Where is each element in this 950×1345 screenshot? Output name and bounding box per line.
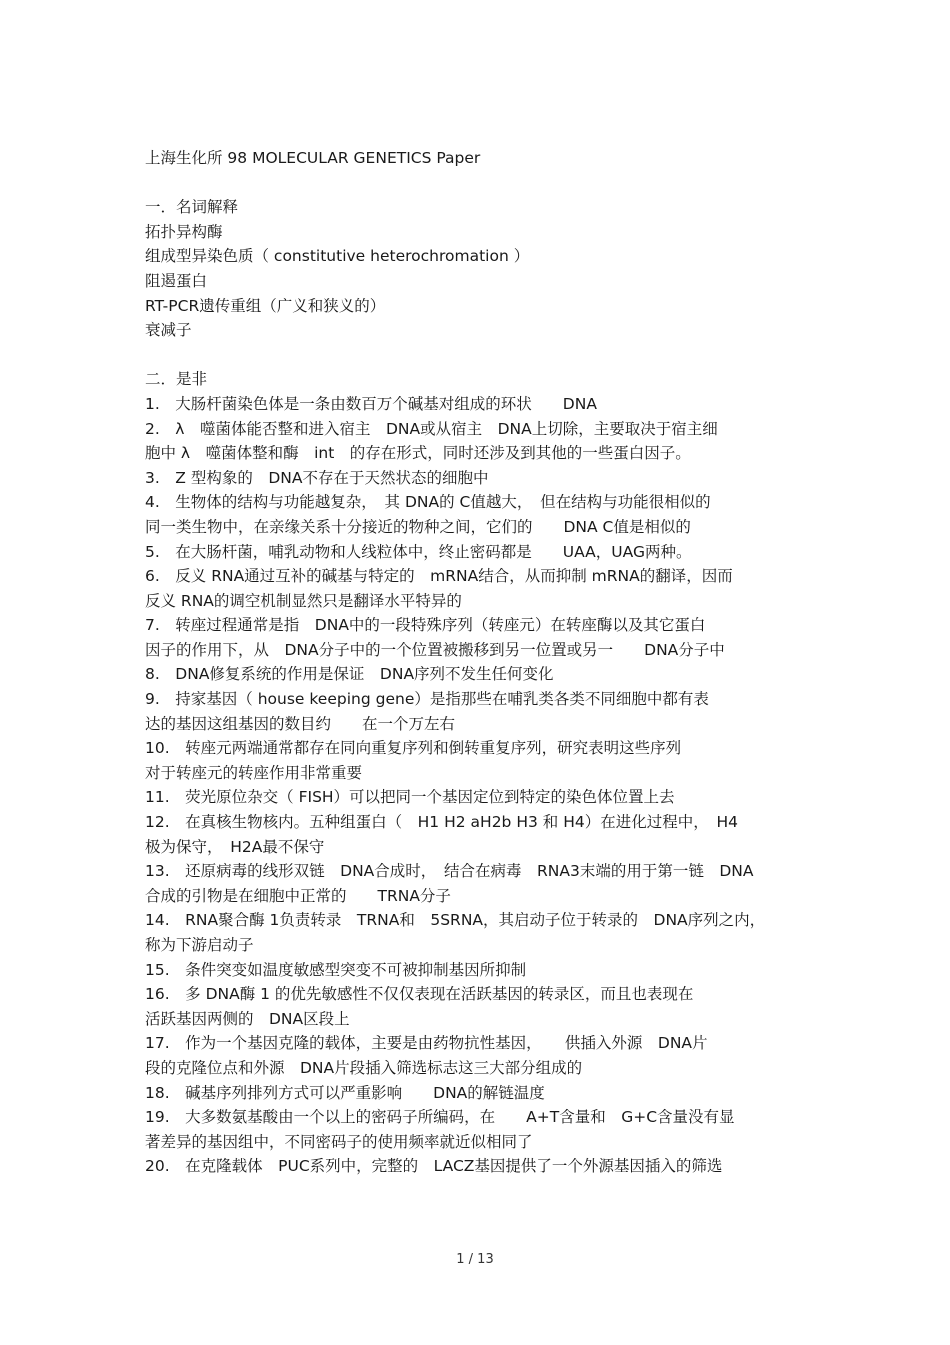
question-line: 8. DNA修复系统的作用是保证 DNA序列不发生任何变化: [145, 665, 554, 684]
document-body: [145, 146, 825, 1179]
section-heading-true-false: 二．是非: [145, 370, 208, 389]
section-heading-definitions: 一．名词解释: [145, 198, 239, 217]
question-line: 18. 碱基序列排列方式可以严重影响 DNA的解链温度: [145, 1083, 545, 1102]
term-item: RT-PCR遗传重组（广义和狭义的）: [145, 296, 386, 315]
question-line: 对于转座元的转座作用非常重要: [145, 763, 363, 782]
question-line: 反义 RNA的调空机制显然只是翻译水平特异的: [145, 591, 462, 610]
question-line: 1. 大肠杆菌染色体是一条由数百万个碱基对组成的环状 DNA: [145, 394, 597, 413]
document-title: 上海生化所 98 MOLECULAR GENETICS Paper: [145, 149, 481, 167]
term-item: 组成型异染色质（ constitutive heterochromation ）: [145, 247, 530, 266]
question-line: 19. 大多数氨基酸由一个以上的密码子所编码，在 A+T含量和 G+C含量没有显: [145, 1108, 735, 1127]
question-line: 同一类生物中，在亲缘关系十分接近的物种之间，它们的 DNA C值是相似的: [145, 517, 691, 536]
question-line: 7. 转座过程通常是指 DNA中的一段特殊序列（转座元）在转座酶以及其它蛋白: [145, 616, 706, 635]
question-line: 16. 多 DNA酶 1 的优先敏感性不仅仅表现在活跃基因的转录区，而且也表现在: [145, 985, 694, 1004]
term-item: 阻遏蛋白: [145, 271, 208, 290]
term-item: 拓扑异构酶: [145, 222, 223, 241]
term-item: 衰减子: [145, 321, 192, 340]
page-number: 1 / 13: [456, 1252, 494, 1267]
question-line: 6. 反义 RNA通过互补的碱基与特定的 mRNA结合，从而抑制 mRNA的翻译，因而: [145, 567, 733, 586]
question-line: 10. 转座元两端通常都存在同向重复序列和倒转重复序列，研究表明这些序列: [145, 739, 682, 758]
question-line: 11. 荧光原位杂交（ FISH）可以把同一个基因定位到特定的染色体位置上去: [145, 788, 675, 807]
question-line: 4. 生物体的结构与功能越复杂， 其 DNA的 C值越大， 但在结构与功能很相似的: [145, 493, 711, 512]
question-line: 14. RNA聚合酶 1负责转录 TRNA和 5SRNA，其启动子位于转录的 DNA序列之内，: [145, 911, 766, 930]
question-line: 12. 在真核生物核内。五种组蛋白（ H1 H2 aH2b H3 和 H4）在进化过程中， H4: [145, 813, 738, 832]
spacer: [145, 343, 825, 368]
question-line: 著差异的基因组中，不同密码子的使用频率就近似相同了: [145, 1132, 533, 1151]
question-line: 2. λ 噬菌体能否整和进入宿主 DNA或从宿主 DNA上切除，主要取决于宿主细: [145, 419, 718, 438]
question-line: 称为下游启动子: [145, 936, 254, 954]
question-line: 达的基因这组基因的数目约 在一个万左右: [145, 714, 456, 733]
question-line: 17. 作为一个基因克隆的载体，主要是由药物抗性基因， 供插入外源 DNA片: [145, 1034, 708, 1053]
question-line: 活跃基因两侧的 DNA区段上: [145, 1009, 350, 1028]
question-line: 3. Z 型构象的 DNA不存在于天然状态的细胞中: [145, 468, 489, 487]
question-line: 15. 条件突变如温度敏感型突变不可被抑制基因所抑制: [145, 960, 527, 979]
question-line: 极为保守， H2A最不保守: [145, 837, 325, 856]
spacer: [145, 171, 825, 196]
question-line: 5. 在大肠杆菌，哺乳动物和人线粒体中，终止密码都是 UAA，UAG两种。: [145, 542, 692, 561]
question-line: 胞中 λ 噬菌体整和酶 int 的存在形式，同时还涉及到其他的一些蛋白因子。: [145, 444, 691, 463]
question-line: 因子的作用下，从 DNA分子中的一个位置被搬移到另一位置或另一 DNA分子中: [145, 640, 725, 659]
question-line: 合成的引物是在细胞中正常的 TRNA分子: [145, 886, 451, 905]
question-line: 20. 在克隆载体 PUC系列中，完整的 LACZ基因提供了一个外源基因插入的筛选: [145, 1157, 723, 1176]
question-line: 9. 持家基因（ house keeping gene）是指那些在哺乳类各类不同细胞中都有表: [145, 690, 709, 709]
question-line: 13. 还原病毒的线形双链 DNA合成时， 结合在病毒 RNA3末端的用于第一链 DNA: [145, 862, 754, 881]
question-line: 段的克隆位点和外源 DNA片段插入筛选标志这三大部分组成的: [145, 1058, 583, 1077]
